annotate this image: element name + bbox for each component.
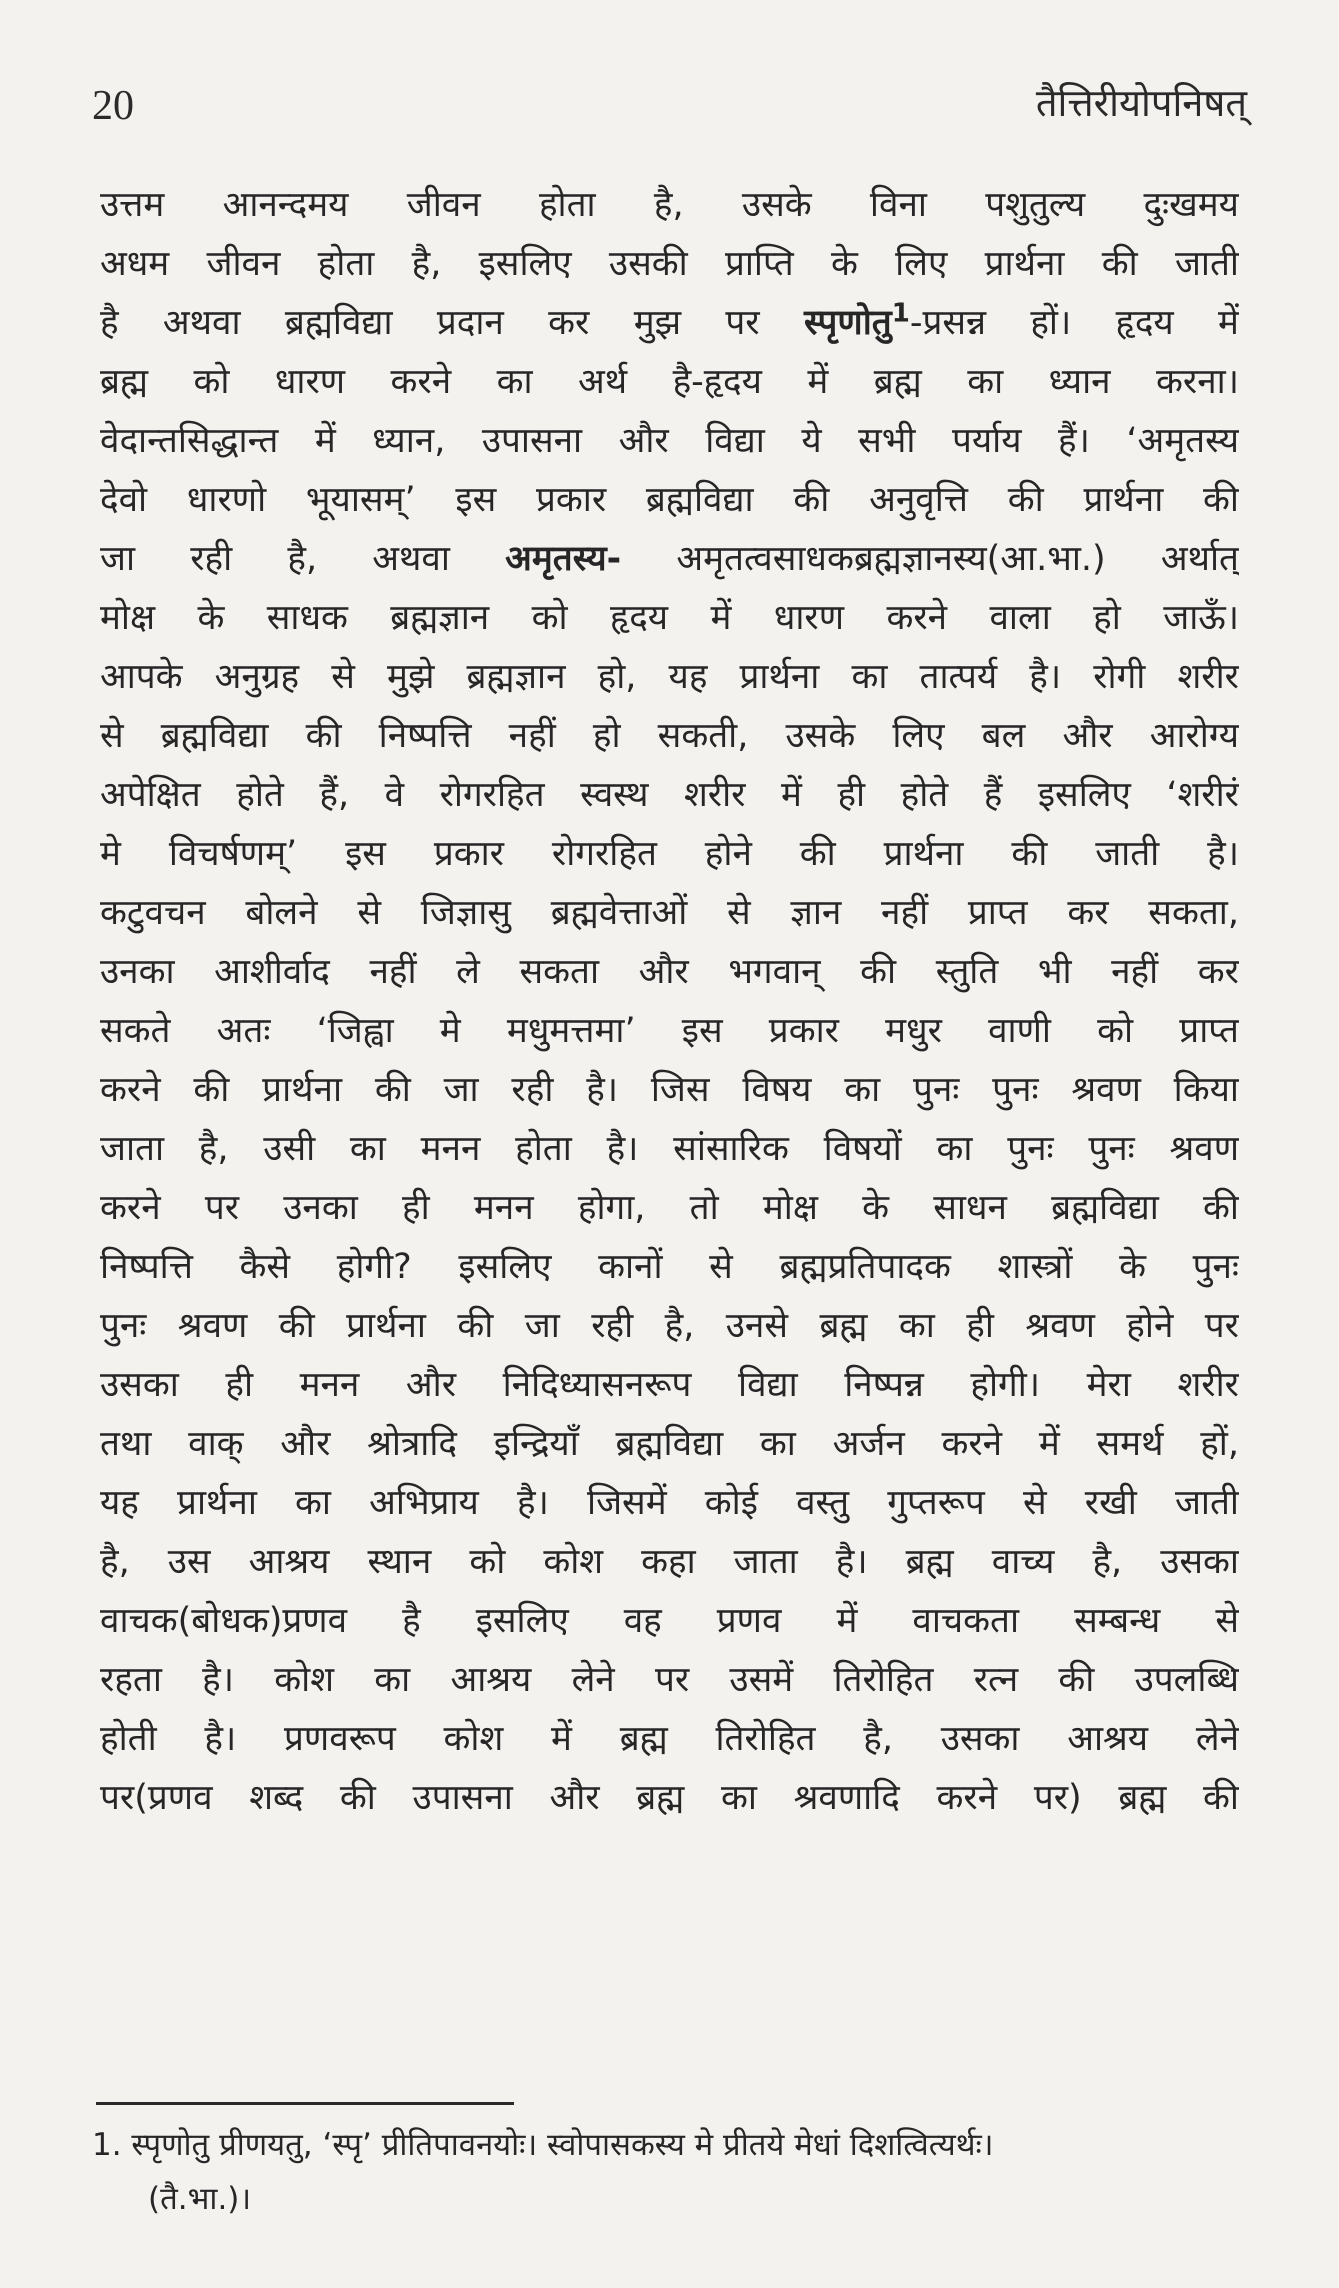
text-line: करने पर उनका ही मनन होगा, तो मोक्ष के साधन ब्रह्मविद्या की bbox=[100, 1188, 1239, 1228]
page-number: 20 bbox=[92, 83, 134, 129]
text-line: मोक्ष के साधक ब्रह्मज्ञान को हृदय में धारण करने वाला हो जाऊँ। bbox=[100, 598, 1239, 638]
text-line: कटुवचन बोलने से जिज्ञासु ब्रह्मवेत्ताओं से ज्ञान नहीं प्राप्त कर सकता, bbox=[100, 893, 1239, 933]
text-line: देवो धारणो भूयासम्’ इस प्रकार ब्रह्मविद्या की अनुवृत्ति की प्रार्थना की bbox=[100, 480, 1239, 520]
text-line: उसका ही मनन और निदिध्यासनरूप विद्या निष्पन्न होगी। मेरा शरीर bbox=[100, 1365, 1239, 1405]
text-line: से ब्रह्मविद्या की निष्पत्ति नहीं हो सकती, उसके लिए बल और आरोग्य bbox=[100, 716, 1239, 756]
text-line bbox=[100, 530, 1239, 589]
text-line: वाचक(बोधक)प्रणव है इसलिए वह प्रणव में वाचकता सम्बन्ध से bbox=[100, 1601, 1239, 1641]
text-line: पर(प्रणव शब्द की उपासना और ब्रह्म का श्रवणादि करने पर) ब्रह्म की bbox=[100, 1778, 1239, 1818]
text-line: आपके अनुग्रह से मुझे ब्रह्मज्ञान हो, यह प्रार्थना का तात्पर्य है। रोगी शरीर bbox=[100, 657, 1239, 697]
text-line: यह प्रार्थना का अभिप्राय है। जिसमें कोई वस्तु गुप्तरूप से रखी जाती bbox=[100, 1483, 1239, 1523]
footnote-line: (तै.भा.)। bbox=[148, 2181, 252, 2217]
text-line: उत्तम आनन्दमय जीवन होता है, उसके विना पशुतुल्य दुःखमय bbox=[100, 185, 1239, 225]
text-line: ब्रह्म को धारण करने का अर्थ है-हृदय में ब्रह्म का ध्यान करना। bbox=[100, 362, 1239, 402]
bold-term: स्पृणोतु bbox=[803, 303, 892, 343]
footnote-rule bbox=[96, 2102, 514, 2105]
text-line: उनका आशीर्वाद नहीं ले सकता और भगवान् की स्तुति भी नहीं कर bbox=[100, 952, 1239, 992]
text-segment: -प्रसन्न हों। हृदय में bbox=[909, 303, 1239, 343]
text-line: मे विचर्षणम्’ इस प्रकार रोगरहित होने की प्रार्थना की जाती है। bbox=[100, 834, 1239, 874]
footnote-marker: 1 bbox=[891, 298, 910, 329]
text-line: अधम जीवन होता है, इसलिए उसकी प्राप्ति के लिए प्रार्थना की जाती bbox=[100, 244, 1239, 284]
text-line: तथा वाक् और श्रोत्रादि इन्द्रियाँ ब्रह्मविद्या का अर्जन करने में समर्थ हों, bbox=[100, 1424, 1239, 1464]
text-line: निष्पत्ति कैसे होगी? इसलिए कानों से ब्रह्मप्रतिपादक शास्त्रों के पुनः bbox=[100, 1247, 1239, 1287]
body-text bbox=[100, 176, 1239, 1828]
text-line: करने की प्रार्थना की जा रही है। जिस विषय का पुनः पुनः श्रवण किया bbox=[100, 1070, 1239, 1110]
text-line: पुनः श्रवण की प्रार्थना की जा रही है, उनसे ब्रह्म का ही श्रवण होने पर bbox=[100, 1306, 1239, 1346]
bold-term: अमृतस्य- bbox=[505, 539, 622, 579]
text-line: जाता है, उसी का मनन होता है। सांसारिक विषयों का पुनः पुनः श्रवण bbox=[100, 1129, 1239, 1169]
text-line: है, उस आश्रय स्थान को कोश कहा जाता है। ब्रह्म वाच्य है, उसका bbox=[100, 1542, 1239, 1582]
text-segment: है अथवा ब्रह्मविद्या प्रदान कर मुझ पर bbox=[100, 303, 760, 343]
text-segment: अमृतत्वसाधकब्रह्मज्ञानस्य(आ.भा.) अर्थात् bbox=[621, 539, 1239, 579]
text-line: होती है। प्रणवरूप कोश में ब्रह्म तिरोहित है, उसका आश्रय लेने bbox=[100, 1719, 1239, 1759]
running-head: तैत्तिरीयोपनिषत् bbox=[1035, 81, 1247, 125]
text-line: वेदान्तसिद्धान्त में ध्यान, उपासना और विद्या ये सभी पर्याय हैं। ‘अमृतस्य bbox=[100, 421, 1239, 461]
text-line bbox=[100, 294, 1239, 353]
text-line: अपेक्षित होते हैं, वे रोगरहित स्वस्थ शरीर में ही होते हैं इसलिए ‘शरीरं bbox=[100, 775, 1239, 815]
text-line: सकते अतः ‘जिह्वा मे मधुमत्तमा’ इस प्रकार मधुर वाणी को प्राप्त bbox=[100, 1011, 1239, 1051]
text-segment: जा रही है, अथवा bbox=[100, 539, 450, 579]
footnote bbox=[92, 2118, 1252, 2226]
text-line: रहता है। कोश का आश्रय लेने पर उसमें तिरोहित रत्न की उपलब्धि bbox=[100, 1660, 1239, 1700]
footnote-line: 1. स्पृणोतु प्रीणयतु, ‘स्पृ’ प्रीतिपावनयोः। स्वोपासकस्य मे प्रीतये मेधां दिशत्वित्यर्थः। bbox=[92, 2127, 994, 2163]
